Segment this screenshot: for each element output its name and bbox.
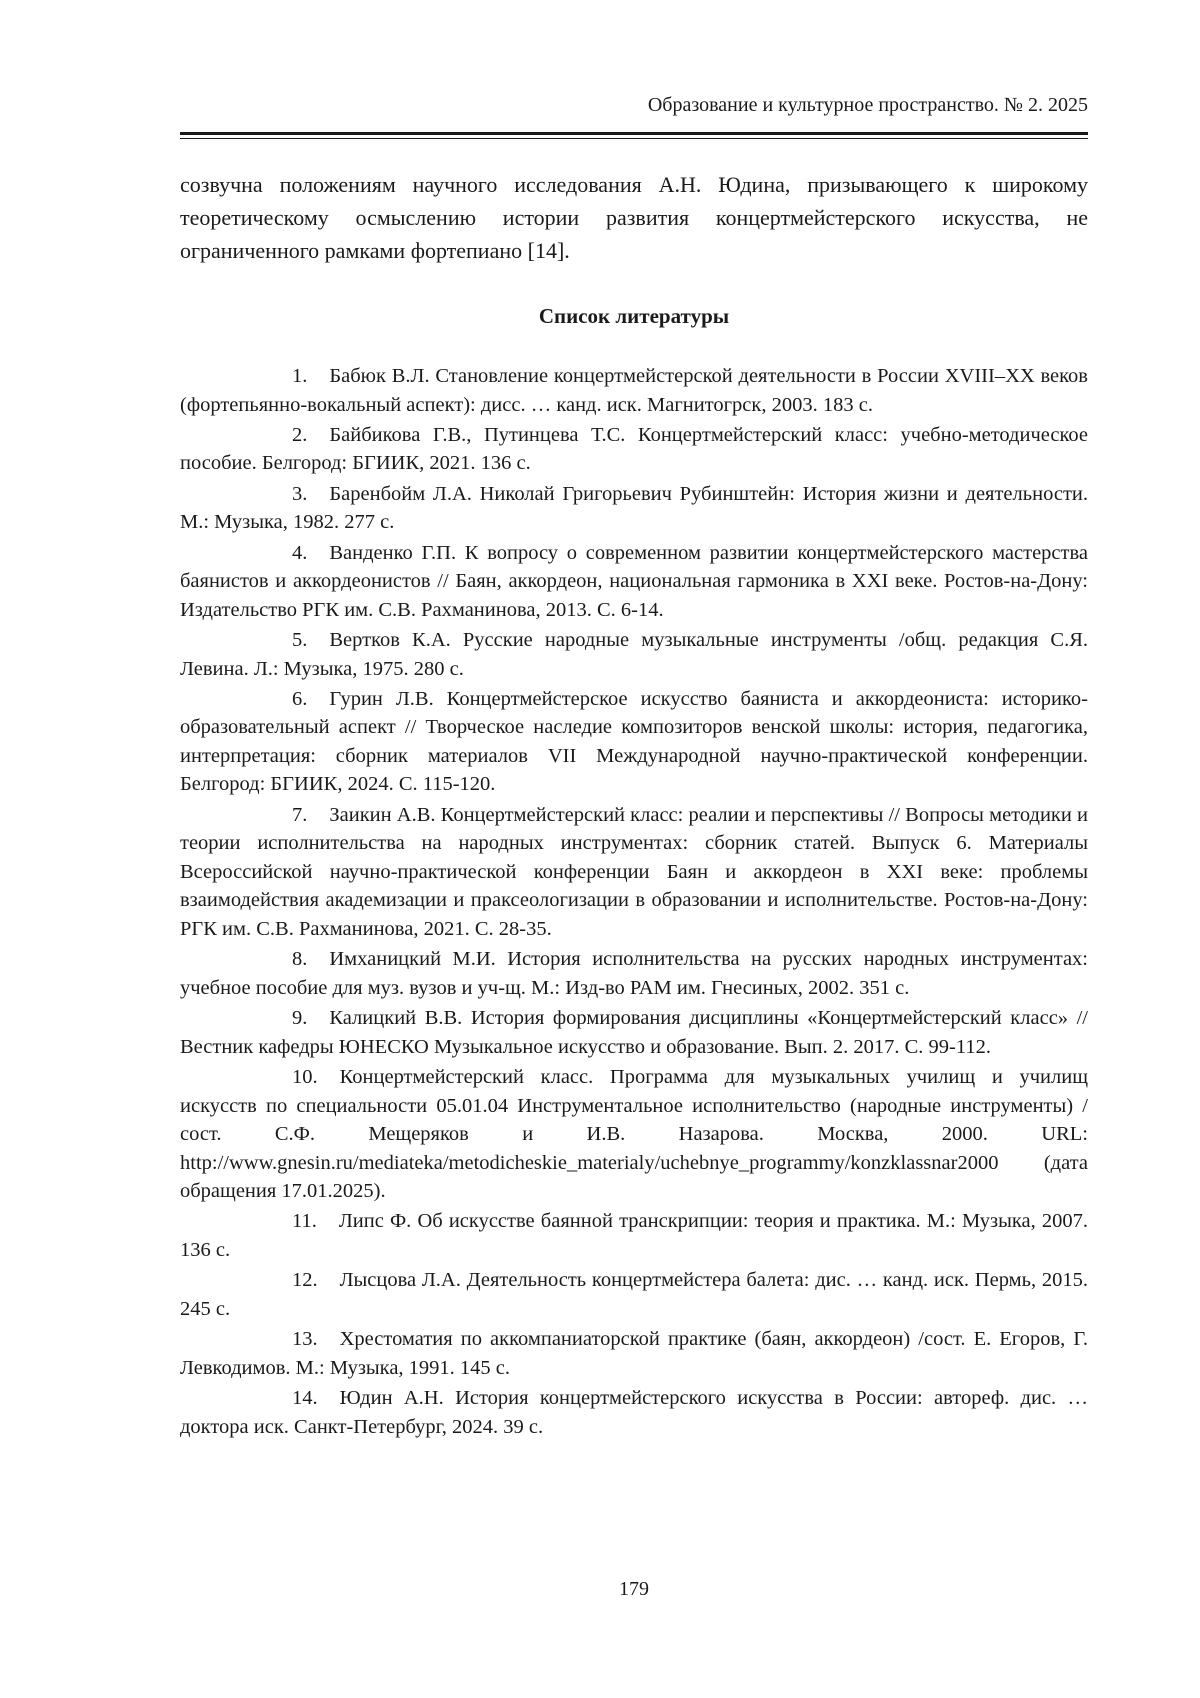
reference-number: 8. — [292, 948, 308, 971]
reference-number: 12. — [292, 1269, 318, 1292]
reference-text: Липс Ф. Об искусстве баянной транскрипции: теория и практика. М.: Музыка, 2007. 136 с. — [180, 1210, 1088, 1261]
reference-item-1 — [180, 362, 1088, 419]
reference-item-7 — [180, 801, 1088, 944]
reference-item-9 — [180, 1004, 1088, 1061]
reference-number: 10. — [292, 1066, 318, 1089]
reference-item-13 — [180, 1325, 1088, 1382]
reference-text: Бабюк В.Л. Становление концертмейстерской деятельности в России XVIII–XX веков (фортепьянно-вокальный аспект): дисс. … канд. иск. Магнитогрск, 2003. 183 с. — [180, 365, 1088, 416]
reference-number: 6. — [292, 687, 308, 710]
reference-item-3 — [180, 480, 1088, 537]
reference-text: Ванденко Г.П. К вопросу о современном развитии концертмейстерского мастерства баянистов и аккордеонистов // Баян, аккордеон, национальная гармоника в XXI веке. Ростов-на-Дону: Издательство РГК им. С.В. Рахманинова, 2013. С. 6-14. — [180, 541, 1088, 621]
reference-text: Баренбойм Л.А. Николай Григорьевич Рубинштейн: История жизни и деятельности. М.: Музыка, 1982. 277 с. — [180, 482, 1088, 534]
reference-number: 4. — [292, 541, 308, 564]
reference-number: 11. — [292, 1210, 317, 1233]
reference-text: Калицкий В.В. История формирования дисциплины «Концертмейстерский класс» // Вестник кафедры ЮНЕСКО Музыкальное искусство и образование. Вып. 2. 2017. С. 99-112. — [180, 1007, 1088, 1058]
reference-text: Лысцова Л.А. Деятельность концертмейстера балета: дис. … канд. иск. Пермь, 2015. 245 с. — [180, 1269, 1088, 1320]
reference-item-5 — [180, 626, 1088, 683]
reference-text: Имханицкий М.И. История исполнительства на русских народных инструментах: учебное пособие для муз. вузов и уч-щ. М.: Изд-во РАМ им. Гнесиных, 2002. 351 с. — [180, 948, 1088, 999]
reference-item-2 — [180, 421, 1088, 478]
reference-number: 7. — [292, 803, 308, 826]
reference-item-4 — [180, 539, 1088, 625]
reference-number: 14. — [292, 1387, 318, 1410]
reference-number: 3. — [292, 482, 308, 505]
reference-item-12 — [180, 1266, 1088, 1323]
body-paragraph: созвучна положениям научного исследования А.Н. Юдина, призывающего к широкому теоретическому осмыслению истории развития концертмейстерского искусства, не ограниченного рамками фортепиано [14]. — [180, 172, 1088, 263]
reference-number: 9. — [292, 1007, 308, 1030]
reference-text: Хрестоматия по аккомпаниаторской практике (баян, аккордеон) /сост. Е. Егоров, Г. Левкодимов. М.: Музыка, 1991. 145 с. — [180, 1328, 1088, 1379]
running-header: Образование и культурное пространство. № 2. 2025 — [647, 94, 1088, 116]
page-number: 179 — [619, 1578, 649, 1600]
reference-number: 2. — [292, 423, 308, 446]
reference-text: Заикин А.В. Концертмейстерский класс: реалии и перспективы // Вопросы методики и теории исполнительства на народных инструментах: сборник статей. Выпуск 6. Материалы Всероссийской научно-практической конференции Баян и аккордеон в XXI веке: проблемы взаимодействия академизации и праксеологизации в образовании и исполнительстве. Ростов-на-Дону: РГК им. С.В. Рахманинова, 2021. С. 28-35. — [180, 803, 1088, 940]
reference-item-8 — [180, 945, 1088, 1002]
reference-text: Концертмейстерский класс. Программа для музыкальных училищ и училищ искусств по специальности 05.01.04 Инструментальное исполнительство (народные инструменты) / сост. С.Ф. Мещеряков и И.В. Назарова. Москва, 2000. URL: http://www.gnesin.ru/mediateka/metodicheskie_materialy/uchebnye_programmy/konzklassnar2000 (дата обращения 17.01.2025). — [180, 1066, 1088, 1203]
header-rule — [180, 132, 1088, 139]
reference-number: 1. — [292, 365, 308, 387]
reference-text: Гурин Л.В. Концертмейстерское искусство баяниста и аккордеониста: историко-образовательный аспект // Творческое наследие композиторов венской школы: история, педагогика, интерпретация: сборник материалов VII Международной научно-практической конференции. Белгород: БГИИК, 2024. С. 115-120. — [180, 687, 1088, 796]
reference-number: 5. — [292, 629, 308, 652]
reference-item-14 — [180, 1384, 1088, 1441]
reference-item-10 — [180, 1063, 1088, 1206]
reference-text: Юдин А.Н. История концертмейстерского искусства в России: автореф. дис. … доктора иск. Санкт-Петербург, 2024. 39 с. — [180, 1387, 1088, 1438]
reference-text: Байбикова Г.В., Путинцева Т.С. Концертмейстерский класс: учебно-методическое пособие. Белгород: БГИИК, 2021. 136 с. — [180, 423, 1088, 475]
reference-item-11 — [180, 1207, 1088, 1264]
references-list — [180, 362, 1088, 1443]
reference-number: 13. — [292, 1328, 318, 1351]
references-title: Список литературы — [538, 304, 730, 328]
reference-item-6 — [180, 685, 1088, 799]
reference-text: Вертков К.А. Русские народные музыкальные инструменты /общ. редакция С.Я. Левина. Л.: Музыка, 1975. 280 с. — [180, 629, 1088, 680]
